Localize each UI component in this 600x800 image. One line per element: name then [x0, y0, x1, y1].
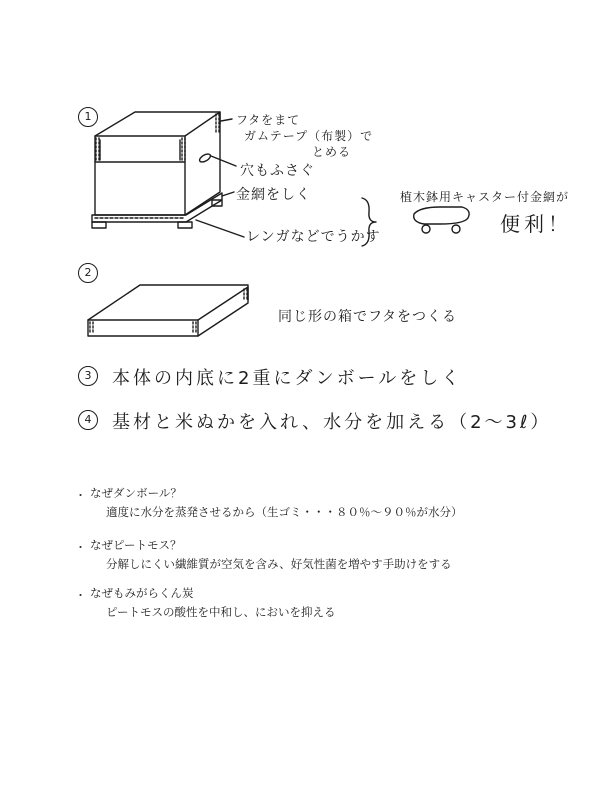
box-drawing — [92, 112, 244, 237]
note-bricks: レンガなどでうかす — [246, 229, 381, 245]
step-3-text: 本体の内底に2重にダンボールをしく — [112, 368, 463, 389]
bullet-3: ・ — [75, 589, 86, 602]
reason-1-question: なぜダンボール？ — [90, 486, 182, 500]
bullet-1: ・ — [75, 489, 86, 502]
step-number-4: 4 — [78, 410, 98, 430]
note-convenient: 便利！ — [500, 212, 572, 236]
step-number-1: 1 — [78, 107, 98, 127]
step-number-3: 3 — [78, 366, 98, 386]
note-wire-mesh: 金網をしく — [236, 187, 311, 203]
bullet-2: ・ — [75, 541, 86, 554]
note-lid-tape-3: とめる — [312, 145, 352, 159]
lid-drawing — [88, 285, 248, 336]
note-caster: 植木鉢用キャスター付金網が — [400, 190, 570, 204]
reason-2-answer: 分解しにくい繊維質が空気を含み、好気性菌を増やす手助けをする — [106, 557, 452, 571]
caster-board — [414, 207, 469, 233]
reason-3-question: なぜもみがらくん炭 — [90, 586, 194, 600]
reason-1-answer: 適度に水分を蒸発させるから（生ゴミ・・・８０％〜９０％が水分） — [106, 505, 463, 519]
step-4-text: 基材と米ぬかを入れ、水分を加える（2〜3ℓ） — [112, 412, 552, 433]
note-lid-tape-1: フタをまて — [236, 113, 301, 127]
note-lid-tape-2: ガムテープ（布製）で — [244, 129, 374, 143]
note-holes: 穴もふさぐ — [240, 163, 315, 179]
step-number-2: 2 — [78, 263, 98, 283]
reason-3-answer: ピートモスの酸性を中和し、においを抑える — [106, 605, 336, 619]
note-lid: 同じ形の箱でフタをつくる — [278, 309, 458, 325]
reason-2-question: なぜピートモス？ — [90, 538, 182, 552]
